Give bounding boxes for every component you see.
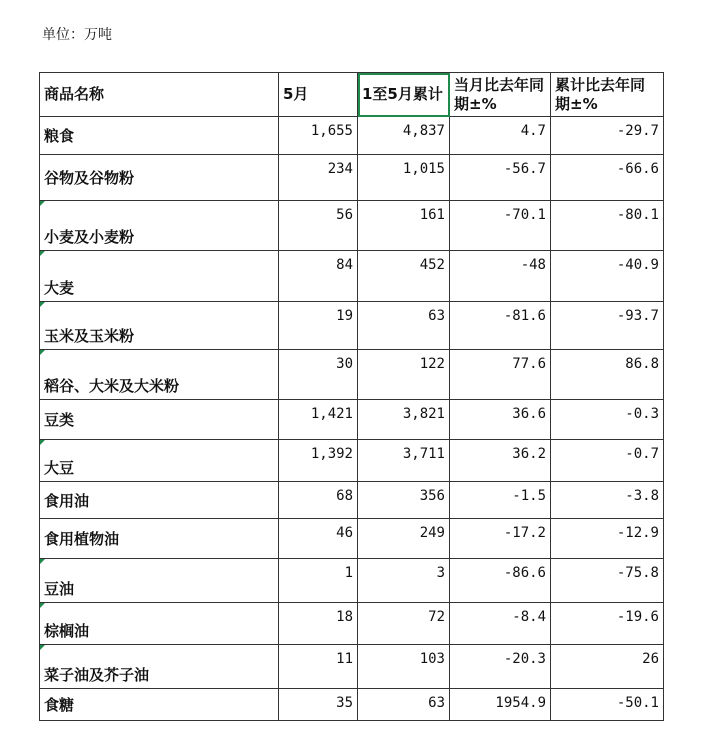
cell-month-yoy[interactable]: 77.6 — [450, 350, 551, 400]
import-data-table — [39, 72, 664, 721]
cell-product-name[interactable]: 谷物及谷物粉 — [40, 155, 279, 201]
table-row — [40, 519, 664, 559]
cell-product-name[interactable]: 大豆 — [40, 440, 279, 482]
unit-label: 单位：万吨 — [42, 27, 112, 43]
cell-month-yoy[interactable]: 36.6 — [450, 400, 551, 440]
cell-product-name[interactable]: 豆类 — [40, 400, 279, 440]
cell-cumulative[interactable]: 3,821 — [358, 400, 450, 440]
cell-product-name[interactable]: 小麦及小麦粉 — [40, 201, 279, 251]
cell-product-name[interactable]: 玉米及玉米粉 — [40, 302, 279, 350]
cell-product-name[interactable]: 稻谷、大米及大米粉 — [40, 350, 279, 400]
cell-cumulative[interactable]: 122 — [358, 350, 450, 400]
cell-cumulative[interactable]: 249 — [358, 519, 450, 559]
cell-may[interactable]: 18 — [279, 603, 358, 645]
cell-may[interactable]: 234 — [279, 155, 358, 201]
cell-cumulative-yoy[interactable]: -0.7 — [551, 440, 664, 482]
cell-cumulative-yoy[interactable]: -40.9 — [551, 251, 664, 302]
cell-cumulative-yoy[interactable]: 26 — [551, 645, 664, 689]
cell-month-yoy[interactable]: -17.2 — [450, 519, 551, 559]
table-row — [40, 440, 664, 482]
cell-may[interactable]: 19 — [279, 302, 358, 350]
cell-month-yoy[interactable]: -20.3 — [450, 645, 551, 689]
cell-month-yoy[interactable]: -8.4 — [450, 603, 551, 645]
table-row — [40, 155, 664, 201]
cell-cumulative-yoy[interactable]: -19.6 — [551, 603, 664, 645]
cell-cumulative[interactable]: 3,711 — [358, 440, 450, 482]
table-row — [40, 201, 664, 251]
cell-may[interactable]: 11 — [279, 645, 358, 689]
cell-may[interactable]: 1 — [279, 559, 358, 603]
table-row — [40, 350, 664, 400]
table-row — [40, 559, 664, 603]
cell-month-yoy[interactable]: 4.7 — [450, 117, 551, 155]
cell-product-name[interactable]: 菜子油及芥子油 — [40, 645, 279, 689]
header-product-name[interactable]: 商品名称 — [40, 73, 279, 117]
cell-cumulative[interactable]: 63 — [358, 689, 450, 721]
table-row — [40, 689, 664, 721]
cell-product-name[interactable]: 食用油 — [40, 482, 279, 519]
cell-may[interactable]: 46 — [279, 519, 358, 559]
table-row — [40, 482, 664, 519]
cell-may[interactable]: 1,655 — [279, 117, 358, 155]
table-row — [40, 603, 664, 645]
cell-cumulative[interactable]: 72 — [358, 603, 450, 645]
cell-may[interactable]: 1,421 — [279, 400, 358, 440]
cell-cumulative[interactable]: 63 — [358, 302, 450, 350]
cell-may[interactable]: 84 — [279, 251, 358, 302]
cell-cumulative-yoy[interactable]: -66.6 — [551, 155, 664, 201]
header-may[interactable]: 5月 — [279, 73, 358, 117]
cell-month-yoy[interactable]: -48 — [450, 251, 551, 302]
cell-cumulative[interactable]: 3 — [358, 559, 450, 603]
table-row — [40, 117, 664, 155]
cell-cumulative-yoy[interactable]: -3.8 — [551, 482, 664, 519]
cell-product-name[interactable]: 食用植物油 — [40, 519, 279, 559]
cell-product-name[interactable]: 豆油 — [40, 559, 279, 603]
cell-may[interactable]: 56 — [279, 201, 358, 251]
cell-product-name[interactable]: 食糖 — [40, 689, 279, 721]
cell-cumulative-yoy[interactable]: -50.1 — [551, 689, 664, 721]
table-row — [40, 400, 664, 440]
cell-cumulative[interactable]: 1,015 — [358, 155, 450, 201]
cell-cumulative[interactable]: 452 — [358, 251, 450, 302]
cell-month-yoy[interactable]: 36.2 — [450, 440, 551, 482]
cell-cumulative[interactable]: 4,837 — [358, 117, 450, 155]
cell-month-yoy[interactable]: -70.1 — [450, 201, 551, 251]
cell-cumulative-yoy[interactable]: -0.3 — [551, 400, 664, 440]
cell-cumulative-yoy[interactable]: -80.1 — [551, 201, 664, 251]
cell-cumulative-yoy[interactable]: -75.8 — [551, 559, 664, 603]
cell-month-yoy[interactable]: -81.6 — [450, 302, 551, 350]
cell-cumulative[interactable]: 356 — [358, 482, 450, 519]
cell-cumulative-yoy[interactable]: 86.8 — [551, 350, 664, 400]
table-row — [40, 302, 664, 350]
header-row — [40, 73, 664, 117]
cell-cumulative-yoy[interactable]: -93.7 — [551, 302, 664, 350]
cell-product-name[interactable]: 粮食 — [40, 117, 279, 155]
cell-cumulative[interactable]: 103 — [358, 645, 450, 689]
cell-may[interactable]: 68 — [279, 482, 358, 519]
table-row — [40, 645, 664, 689]
cell-month-yoy[interactable]: -56.7 — [450, 155, 551, 201]
cell-may[interactable]: 35 — [279, 689, 358, 721]
cell-may[interactable]: 1,392 — [279, 440, 358, 482]
header-month-yoy[interactable]: 当月比去年同期±% — [450, 73, 551, 117]
cell-cumulative-yoy[interactable]: -29.7 — [551, 117, 664, 155]
cell-product-name[interactable]: 棕榈油 — [40, 603, 279, 645]
cell-month-yoy[interactable]: -86.6 — [450, 559, 551, 603]
cell-may[interactable]: 30 — [279, 350, 358, 400]
header-cumulative[interactable]: 1至5月累计 — [358, 73, 450, 117]
cell-product-name[interactable]: 大麦 — [40, 251, 279, 302]
table-row — [40, 251, 664, 302]
cell-month-yoy[interactable]: -1.5 — [450, 482, 551, 519]
cell-month-yoy[interactable]: 1954.9 — [450, 689, 551, 721]
cell-cumulative[interactable]: 161 — [358, 201, 450, 251]
header-cumulative-yoy[interactable]: 累计比去年同期±% — [551, 73, 664, 117]
cell-cumulative-yoy[interactable]: -12.9 — [551, 519, 664, 559]
